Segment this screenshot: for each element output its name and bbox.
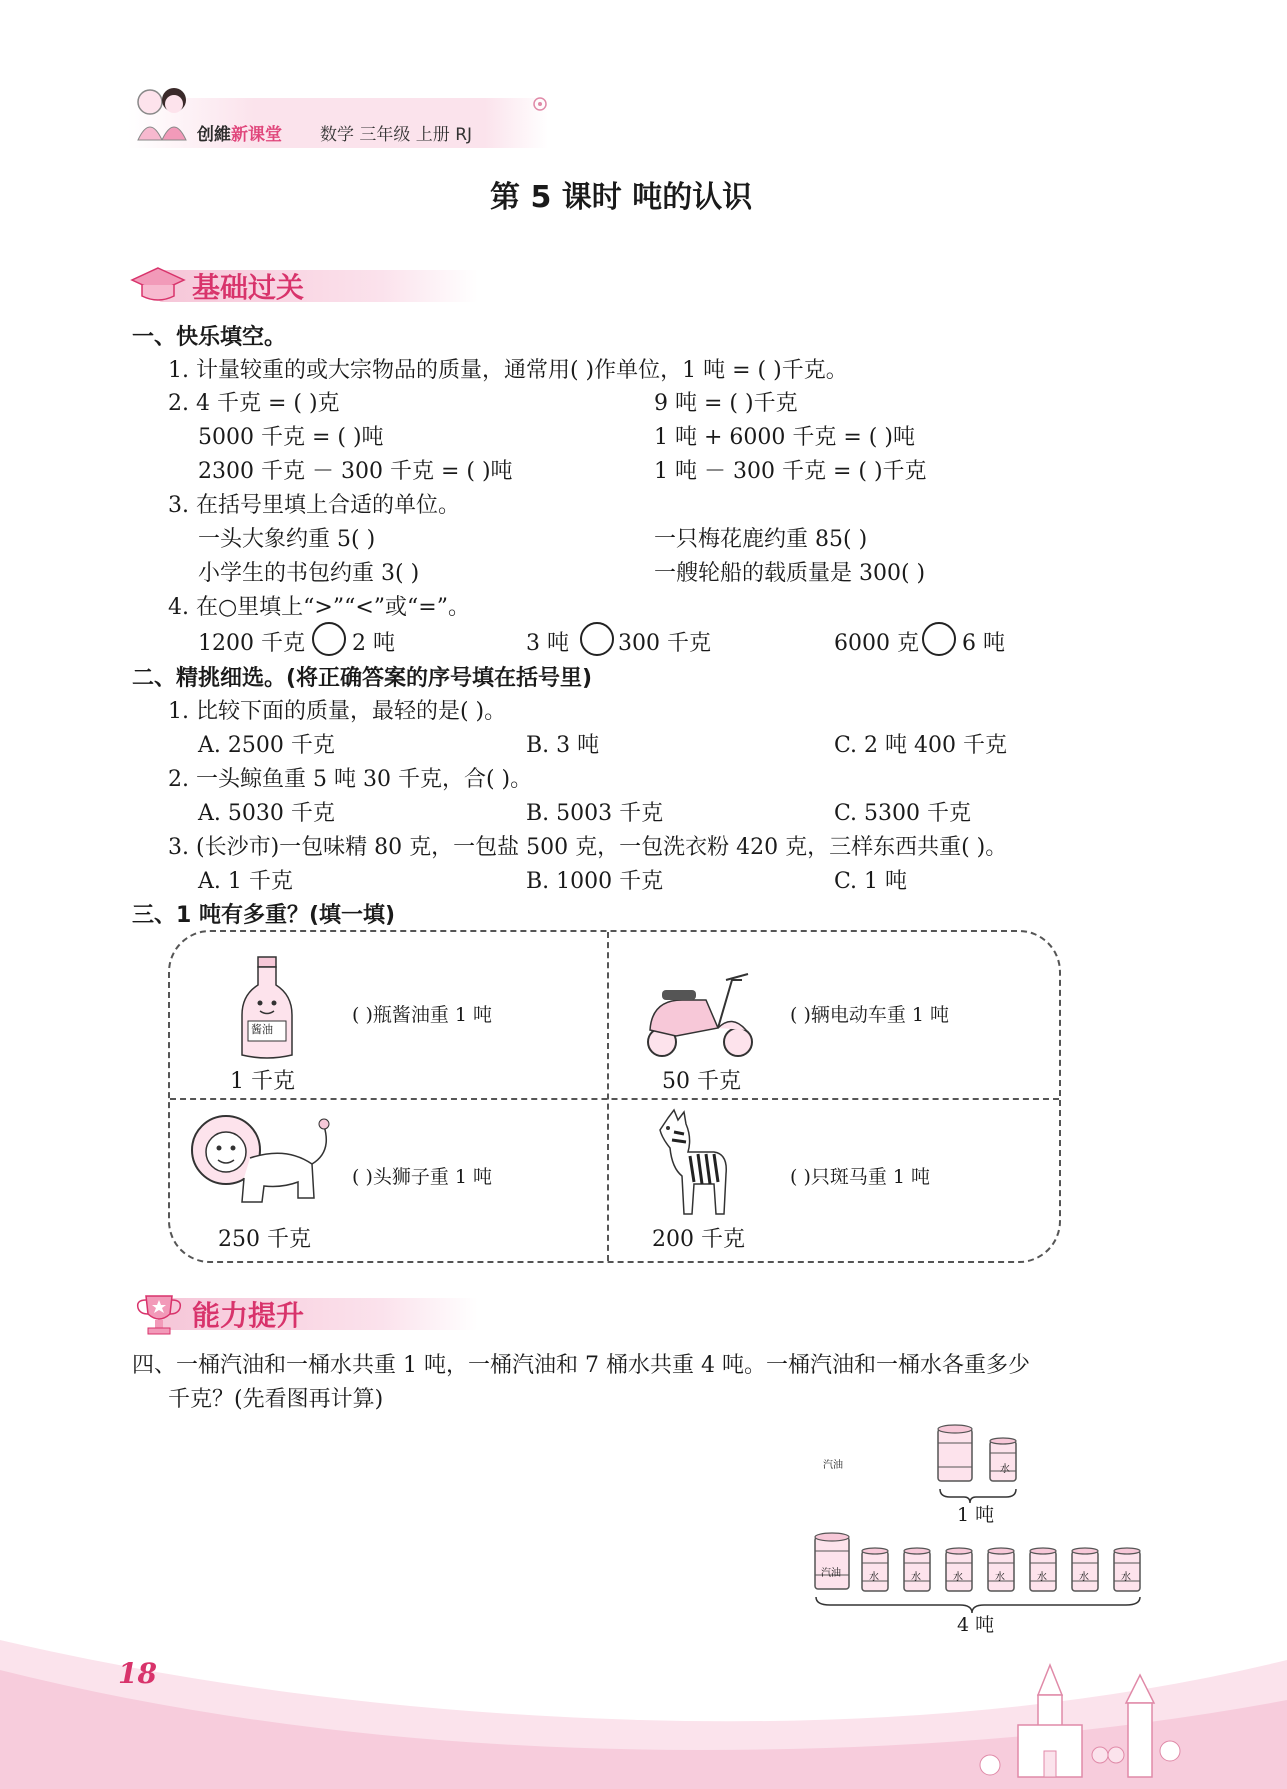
q1-item3-a: 一头大象约重 5( ) — [198, 527, 376, 552]
compare-circle[interactable] — [580, 622, 614, 656]
q4-line2: 千克？(先看图再计算) — [168, 1387, 384, 1412]
q1-item4-c-left: 6000 克 — [834, 631, 919, 656]
q1-item4-b-right: 300 千克 — [618, 631, 711, 656]
water-barrel-label: 水 — [869, 1572, 879, 1583]
q1-item4: 4. 在○里填上“>”“<”或“=”。 — [168, 595, 470, 620]
q1-item2-d: 1 吨 + 6000 千克 = ( )吨 — [654, 425, 915, 450]
water-barrel-label: 水 — [911, 1572, 921, 1583]
oil-barrel-label: 汽油 — [821, 1568, 841, 1579]
q1-item4-a-right: 2 吨 — [352, 631, 395, 656]
q2-item2: 2. 一头鲸鱼重 5 吨 30 千克，合( )。 — [168, 767, 533, 792]
cell-text: ( )只斑马重 1 吨 — [790, 1166, 931, 1188]
children-mascot-icon — [126, 80, 196, 150]
q3-heading: 三、1 吨有多重？(填一填) — [132, 903, 396, 928]
section-banner-advanced — [130, 1290, 490, 1336]
oil-barrel-label: 汽油 — [823, 1460, 843, 1471]
bottom-total-label: 4 吨 — [957, 1614, 995, 1636]
q2-item2-a: A. 5030 千克 — [198, 801, 335, 826]
water-barrel-label: 水 — [1121, 1572, 1131, 1583]
flower-icon — [528, 92, 552, 116]
q2-item2-b: B. 5003 千克 — [526, 801, 664, 826]
q2-item3-a: A. 1 千克 — [198, 869, 293, 894]
q1-item2-c: 5000 千克 = ( )吨 — [198, 425, 384, 450]
compare-circle[interactable] — [312, 622, 346, 656]
water-barrel-label: 水 — [1079, 1572, 1089, 1583]
q1-item1: 1. 计量较重的或大宗物品的质量，通常用( )作单位，1 吨 = ( )千克。 — [168, 358, 848, 383]
cell-text: ( )辆电动车重 1 吨 — [790, 1004, 950, 1026]
cell-weight: 200 千克 — [652, 1227, 745, 1252]
lion-icon — [186, 1106, 336, 1212]
water-barrel-label: 水 — [1000, 1464, 1010, 1475]
castle-icon — [960, 1655, 1190, 1789]
cell-weight: 250 千克 — [218, 1227, 311, 1252]
section-banner-basic — [130, 262, 490, 308]
q2-item1-b: B. 3 吨 — [526, 733, 600, 758]
q1-item2-b: 9 吨 = ( )千克 — [654, 391, 798, 416]
q2-item1: 1. 比较下面的质量，最轻的是( )。 — [168, 699, 507, 724]
q2-item1-c: C. 2 吨 400 千克 — [834, 733, 1008, 758]
q2-item3-b: B. 1000 千克 — [526, 869, 664, 894]
header-brand: 创維新课堂 — [197, 125, 282, 145]
soy-sauce-bottle-icon — [236, 955, 298, 1063]
graduation-cap-icon — [130, 262, 186, 308]
cell-weight: 50 千克 — [662, 1069, 741, 1094]
top-total-label: 1 吨 — [957, 1504, 995, 1526]
grid-divider — [607, 932, 609, 1261]
cell-text: ( )头狮子重 1 吨 — [352, 1166, 493, 1188]
q1-item4-c-right: 6 吨 — [962, 631, 1005, 656]
zebra-icon — [654, 1108, 736, 1218]
page-number: 18 — [118, 1657, 157, 1690]
q1-heading: 一、快乐填空。 — [132, 325, 287, 350]
cell-weight: 1 千克 — [230, 1069, 295, 1094]
q1-item3: 3. 在括号里填上合适的单位。 — [168, 493, 460, 518]
compare-circle[interactable] — [922, 622, 956, 656]
water-barrel-label: 水 — [995, 1572, 1005, 1583]
grid-divider — [170, 1098, 1059, 1100]
q2-heading: 二、精挑细选。(将正确答案的序号填在括号里) — [132, 666, 593, 691]
q1-item3-b: 一只梅花鹿约重 85( ) — [654, 527, 868, 552]
weight-grid — [168, 930, 1061, 1263]
water-barrel-label: 水 — [953, 1572, 963, 1583]
cell-text: ( )瓶酱油重 1 吨 — [352, 1004, 493, 1026]
bottle-label: 酱油 — [251, 1023, 273, 1036]
header-info: 数学 三年级 上册 RJ — [320, 125, 473, 145]
q1-item2-e: 2300 千克 － 300 千克 = ( )吨 — [198, 459, 513, 484]
q1-item4-b-left: 3 吨 — [526, 631, 569, 656]
q1-item4-a-left: 1200 千克 — [198, 631, 305, 656]
q2-item3: 3. (长沙市)一包味精 80 克，一包盐 500 克，一包洗衣粉 420 克，三样东西共重( )。 — [168, 835, 1008, 860]
q1-item2-f: 1 吨 － 300 千克 = ( )千克 — [654, 459, 927, 484]
q2-item2-c: C. 5300 千克 — [834, 801, 972, 826]
section-title-basic: 基础过关 — [192, 271, 305, 304]
q2-item3-c: C. 1 吨 — [834, 869, 908, 894]
page-title: 第 5 课时 吨的认识 — [490, 180, 753, 215]
q1-item3-c: 小学生的书包约重 3( ) — [198, 561, 420, 586]
water-barrel-label: 水 — [1037, 1572, 1047, 1583]
q4-line1: 四、一桶汽油和一桶水共重 1 吨，一桶汽油和 7 桶水共重 4 吨。一桶汽油和一桶水各重多少 — [132, 1353, 1030, 1378]
q2-item1-a: A. 2500 千克 — [198, 733, 335, 758]
q1-item3-d: 一艘轮船的载质量是 300( ) — [654, 561, 926, 586]
section-title-advanced: 能力提升 — [192, 1299, 305, 1332]
trophy-icon — [134, 1292, 184, 1336]
q1-item2-a: 2. 4 千克 = ( )克 — [168, 391, 340, 416]
electric-scooter-icon — [642, 950, 758, 1066]
